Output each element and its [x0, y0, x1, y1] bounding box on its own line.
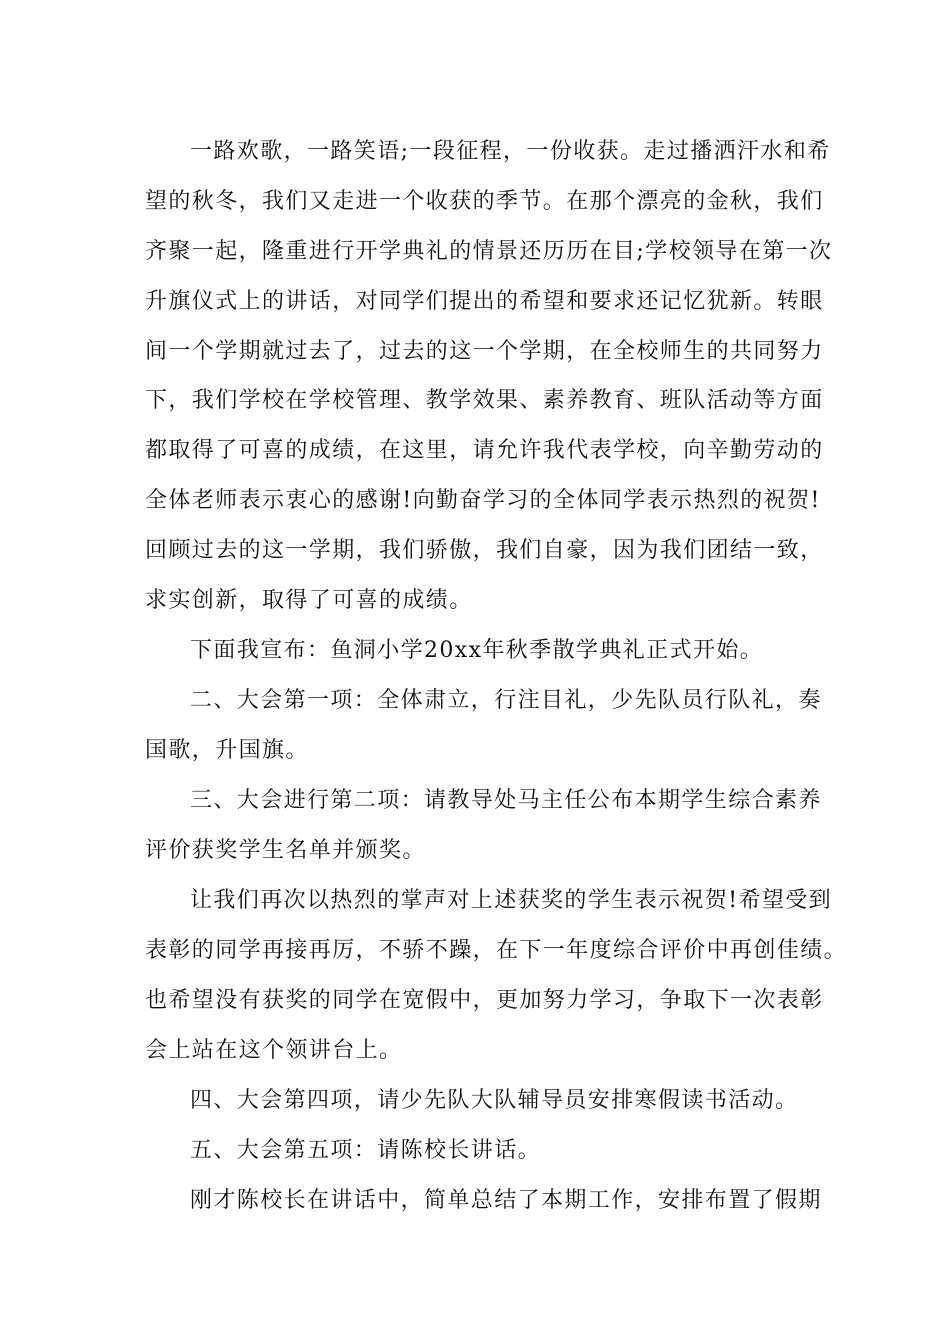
text-line: 升旗仪式上的讲话，对同学们提出的希望和要求还记忆犹新。转眼 — [145, 289, 824, 314]
text-line: 都取得了可喜的成绩，在这里，请允许我代表学校，向辛勤劳动的 — [145, 438, 824, 463]
text-line: 二、大会第一项：全体肃立，行注目礼，少先队员行队礼，奏 — [190, 688, 822, 713]
text-line: 间一个学期就过去了，过去的这一个学期，在全校师生的共同努力 — [145, 339, 824, 364]
text-line: 表彰的同学再接再厉，不骄不躁，在下一年度综合评价中再创佳绩。 — [145, 938, 848, 963]
text-line: 会上站在这个领讲台上。 — [145, 1038, 403, 1063]
text-line: 评价获奖学生名单并颁奖。 — [145, 838, 426, 863]
text-line: 刚才陈校长在讲话中，简单总结了本期工作，安排布置了假期 — [190, 1188, 822, 1213]
text-line: 一路欢歌，一路笑语;一段征程，一份收获。走过播洒汗水和希 — [190, 139, 831, 164]
text-line: 下面我宣布：鱼洞小学20xx年秋季散学典礼正式开始。 — [190, 638, 764, 663]
text-line: 齐聚一起，隆重进行开学典礼的情景还历历在目;学校领导在第一次 — [145, 239, 833, 264]
text-line: 下，我们学校在学校管理、教学效果、素养教育、班队活动等方面 — [145, 388, 824, 413]
text-line: 全体老师表示衷心的感谢!向勤奋学习的全体同学表示热烈的祝贺! — [145, 488, 821, 513]
text-line: 三、大会进行第二项：请教导处马主任公布本期学生综合素养 — [190, 788, 822, 813]
text-line: 求实创新，取得了可喜的成绩。 — [145, 588, 473, 613]
text-line: 四、大会第四项，请少先队大队辅导员安排寒假读书活动。 — [190, 1088, 799, 1113]
text-line: 让我们再次以热烈的掌声对上述获奖的学生表示祝贺!希望受到 — [190, 888, 833, 913]
text-line: 五、大会第五项：请陈校长讲话。 — [190, 1138, 542, 1163]
text-line: 国歌，升国旗。 — [145, 738, 309, 763]
text-line: 回顾过去的这一学期，我们骄傲，我们自豪，因为我们团结一致， — [145, 538, 824, 563]
text-line: 望的秋冬，我们又走进一个收获的季节。在那个漂亮的金秋，我们 — [145, 189, 824, 214]
text-line: 也希望没有获奖的同学在宽假中，更加努力学习，争取下一次表彰 — [145, 988, 824, 1013]
